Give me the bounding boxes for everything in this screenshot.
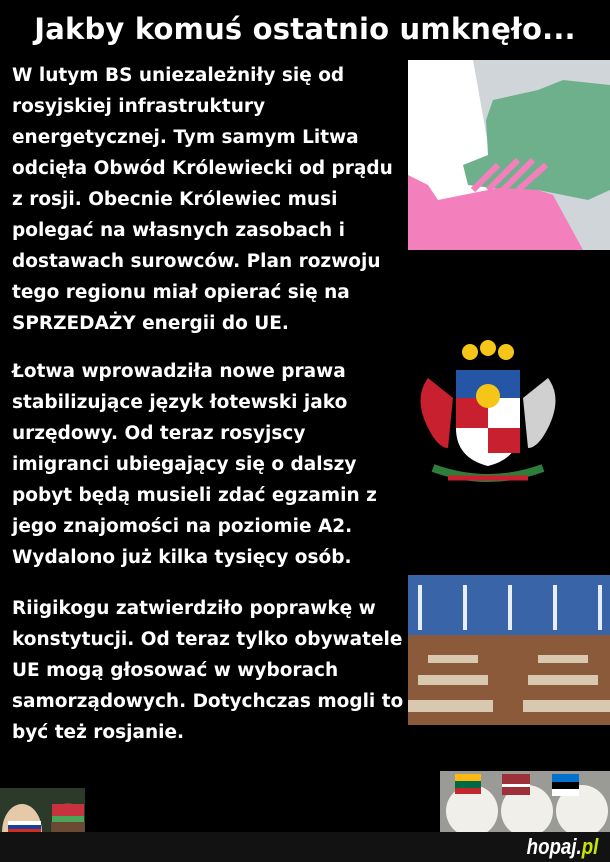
paragraph-latvia: Łotwa wprowadziła nowe prawa stabilizujące język łotewski jako urzędowy. Od teraz rosyjscy imigranci ubiegający się o dalszy pobyt będą musieli zdać egzamin z jego znajomości na poziomie A2. Wydalono już kilka tysięcy osób. xyxy=(12,361,377,568)
latvia-coat-of-arms-image xyxy=(408,338,568,488)
kaliningrad-map-image xyxy=(408,60,610,250)
page-title: Jakby komuś ostatnio umknęło... xyxy=(34,12,576,46)
logo-tld-text: pl xyxy=(581,834,598,859)
paragraph-estonia: Riigikogu zatwierdziło poprawkę w konstytucji. Od teraz tylko obywatele UE mogą głosować w wyborach samorządowych. Dotychczas mogli to być też rosjanie. xyxy=(12,598,404,743)
faces-russia-belarus-flags-image xyxy=(0,788,85,832)
logo-main-text: hopaj. xyxy=(526,834,582,859)
riigikogu-parliament-image xyxy=(408,575,610,725)
hopaj-logo[interactable] xyxy=(526,834,598,860)
footer-bar xyxy=(0,832,610,862)
paragraph-lithuania: W lutym BS uniezależniły się od rosyjskiej infrastruktury energetycznej. Tym samym Litwa odcięła Obwód Królewiecki od prądu z rosji. Obecnie Królewiec musi polegać na własnych zasobach i dostawach surowców. Plan rozwoju tego regionu miał opierać się na SPRZEDAŻY energii do UE. xyxy=(12,65,393,334)
cats-baltic-flags-image xyxy=(440,771,610,832)
